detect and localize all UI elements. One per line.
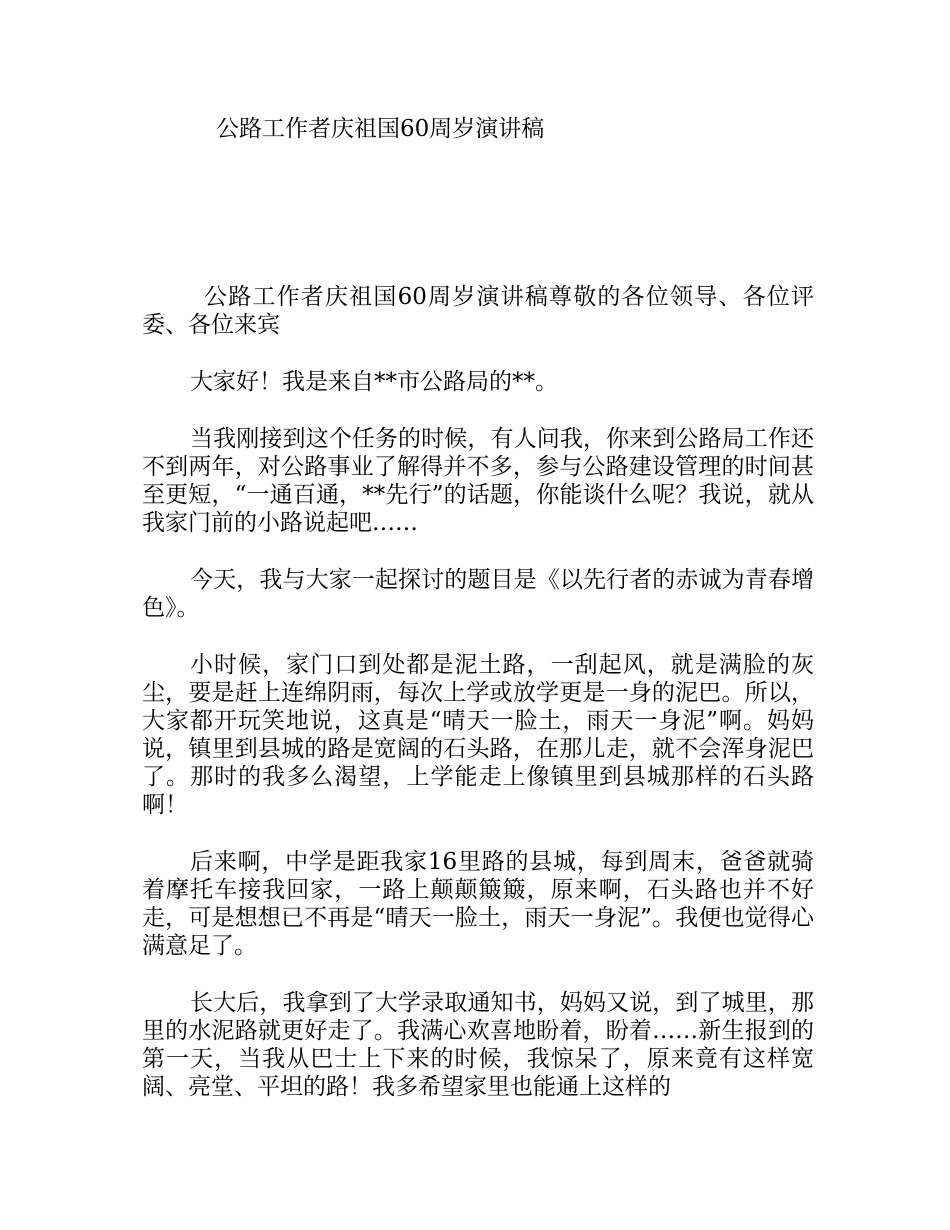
paragraph-intro: 大家好！我是来自**市公路局的**。: [190, 369, 558, 395]
paragraph-university: 长大后，我拿到了大学录取通知书，妈妈又说，到了城里，那里的水泥路就更好走了。我满心欢喜地盼着，盼着……新生报到的第一天，当我从巴士上下来的时候，我惊呆了，原来竟有这样宽阔、亮堂、平坦的路！我多希望家里也能通上这样的: [142, 990, 814, 1100]
paragraph-greeting: 公路工作者庆祖国60周岁演讲稿尊敬的各位领导、各位评委、各位来宾: [142, 284, 814, 338]
paragraph-task: 当我刚接到这个任务的时候，有人问我，你来到公路局工作还不到两年，对公路事业了解得并不多，参与公路建设管理的时间甚至更短，“一通百通，**先行”的话题，你能谈什么呢？我说，就从我家门前的小路说起吧……: [142, 426, 814, 536]
document-title: 公路工作者庆祖国60周岁演讲稿: [216, 116, 545, 142]
paragraph-topic: 今天，我与大家一起探讨的题目是《以先行者的赤诚为青春增色》。: [142, 567, 814, 621]
paragraph-childhood: 小时候，家门口到处都是泥土路，一刮起风，就是满脸的灰尘，要是赶上连绵阴雨，每次上学或放学更是一身的泥巴。所以，大家都开玩笑地说，这真是“晴天一脸土，雨天一身泥”啊。妈妈说，镇里到县城的路是宽阔的石头路，在那儿走，就不会浑身泥巴了。那时的我多么渴望，上学能走上像镇里到县城那样的石头路啊！: [142, 652, 814, 818]
document-body: [142, 283, 814, 1130]
paragraph-middle-school: 后来啊，中学是距我家16里路的县城，每到周末，爸爸就骑着摩托车接我回家，一路上颠颠簸簸，原来啊，石头路也并不好走，可是想想已不再是“晴天一脸土，雨天一身泥”。我便也觉得心满意足了。: [142, 849, 814, 959]
